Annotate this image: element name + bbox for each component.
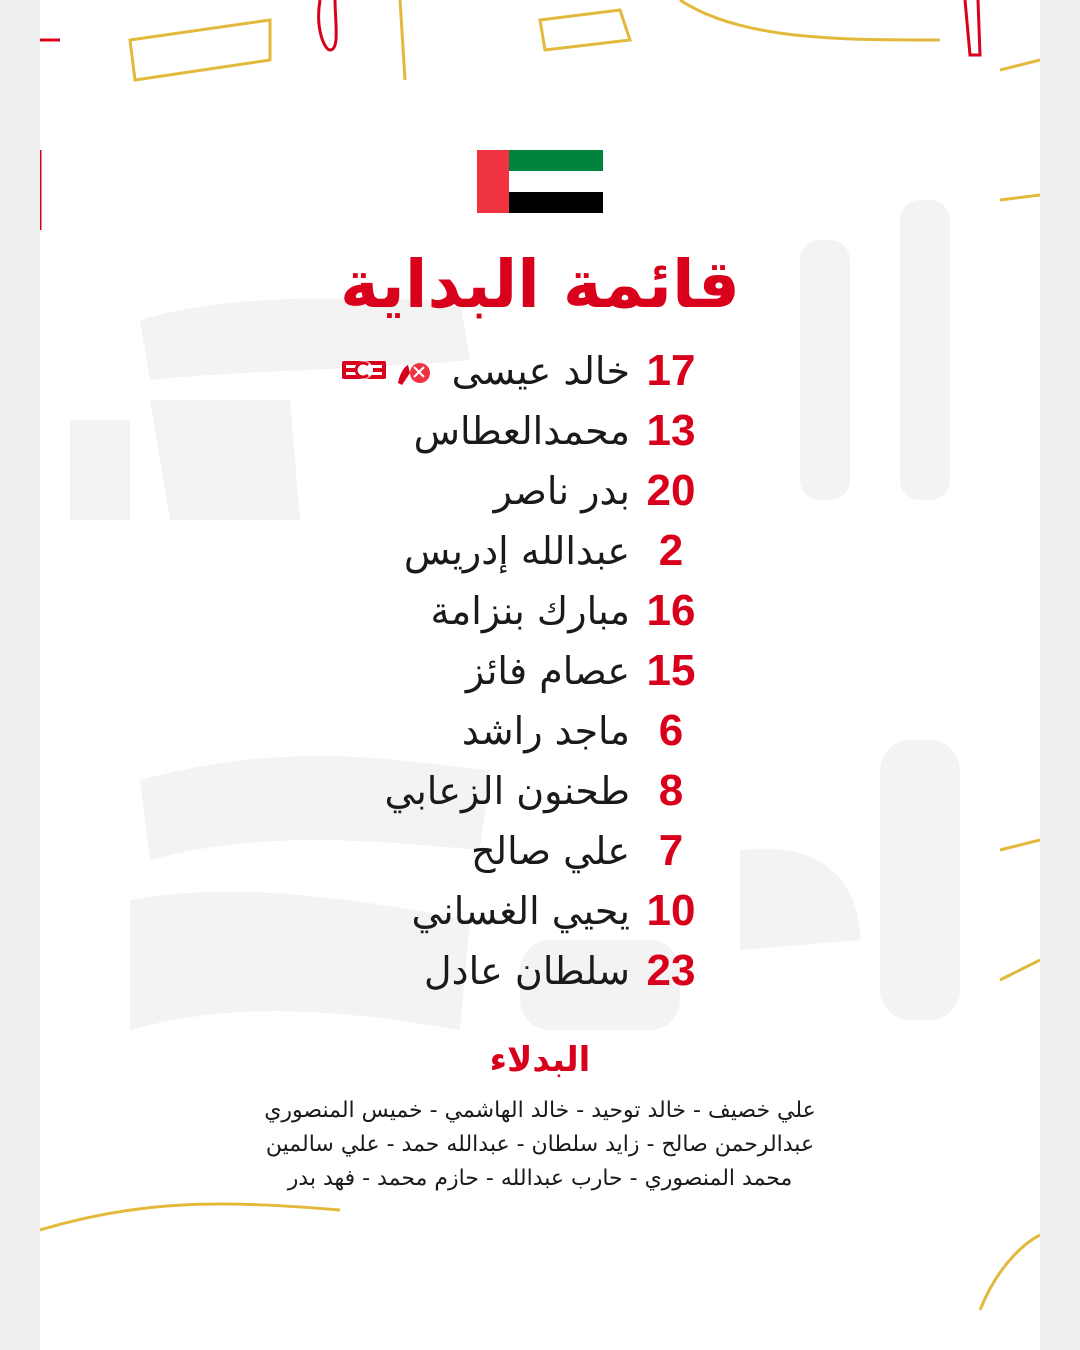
goalkeeper-gloves-icon — [394, 359, 434, 387]
player-row — [0, 941, 1080, 1001]
player-name: عبدالله إدريس — [403, 529, 630, 573]
player-name: مبارك بنزامة — [430, 589, 630, 633]
player-name: طحنون الزعابي — [384, 769, 630, 813]
player-name: محمدالعطاس — [413, 409, 630, 453]
player-row — [0, 761, 1080, 821]
player-row — [0, 341, 1080, 401]
player-number: 8 — [658, 766, 684, 815]
player-number: 7 — [658, 826, 684, 875]
player-row — [0, 881, 1080, 941]
player-row — [0, 401, 1080, 461]
player-number: 2 — [658, 526, 684, 575]
player-number: 15 — [646, 646, 696, 695]
lineup-title: قائمة البداية — [340, 246, 740, 323]
player-name: بدر ناصر — [493, 469, 630, 513]
player-row — [0, 821, 1080, 881]
uae-flag-icon — [477, 150, 603, 213]
player-name: ماجد راشد — [461, 709, 630, 753]
player-number: 16 — [646, 586, 696, 635]
player-name: عصام فائز — [465, 649, 630, 693]
player-number: 6 — [658, 706, 684, 755]
substitutes-line: محمد المنصوري - حارب عبدالله - حازم محمد - فهد بدر — [287, 1166, 793, 1191]
player-row — [0, 581, 1080, 641]
player-name: خالد عيسى — [451, 349, 630, 393]
substitutes-title: البدلاء — [489, 1040, 591, 1080]
player-number: 13 — [646, 406, 696, 455]
player-row — [0, 701, 1080, 761]
substitutes-line: عبدالرحمن صالح - زايد سلطان - عبدالله حمد - علي سالمين — [265, 1132, 815, 1157]
player-number: 10 — [646, 886, 696, 935]
player-number: 17 — [646, 346, 696, 395]
player-name: علي صالح — [471, 829, 630, 873]
player-row — [0, 461, 1080, 521]
player-row — [0, 641, 1080, 701]
player-number: 23 — [646, 946, 696, 995]
player-number: 20 — [646, 466, 696, 515]
player-name: يحيي الغساني — [411, 889, 630, 933]
substitutes-line: علي خصيف - خالد توحيد - خالد الهاشمي - خميس المنصوري — [264, 1098, 816, 1123]
captain-armband-icon — [342, 357, 390, 383]
player-name: سلطان عادل — [424, 949, 630, 993]
player-row — [0, 521, 1080, 581]
